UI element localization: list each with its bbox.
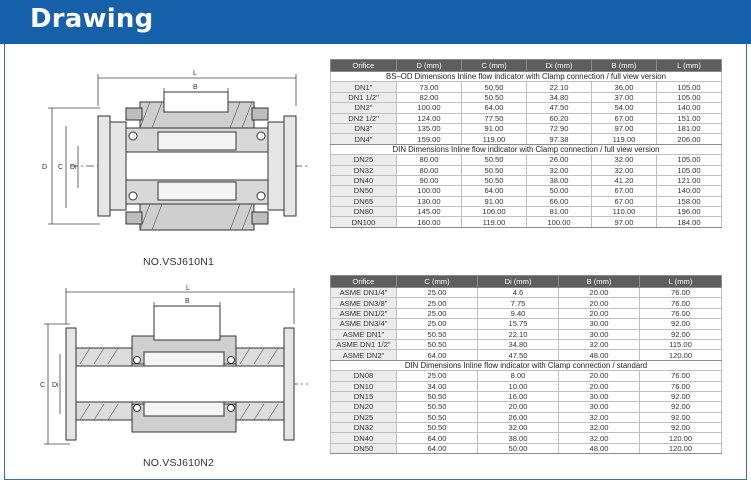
value-cell: 92.00 [640, 412, 722, 422]
value-cell: 91.00 [462, 196, 527, 206]
table-row [331, 412, 722, 422]
value-cell: 145.00 [397, 207, 462, 217]
value-cell: 64.00 [462, 103, 527, 113]
value-cell: 50.50 [397, 391, 478, 401]
table-row [331, 165, 722, 175]
column-header: B (mm) [592, 60, 657, 72]
orifice-cell: DN3" [331, 123, 397, 133]
model-number-label: NO.VSJ610N1 [143, 256, 215, 268]
value-cell: 159.00 [397, 134, 462, 144]
value-cell: 119.00 [462, 217, 527, 227]
value-cell: 90.00 [397, 175, 462, 185]
value-cell: 76.00 [640, 381, 722, 391]
value-cell: 81.00 [527, 207, 592, 217]
table-row [331, 134, 722, 144]
orifice-cell: DN50 [331, 443, 397, 453]
flow-indicator-drawing-standard [40, 284, 310, 454]
table-row [331, 443, 722, 453]
column-header: L (mm) [640, 276, 722, 288]
orifice-cell: DN65 [331, 196, 397, 206]
value-cell: 25.00 [397, 298, 478, 308]
value-cell: 30.00 [559, 329, 640, 339]
value-cell: 8.00 [478, 371, 559, 381]
orifice-cell: DN40 [331, 433, 397, 443]
value-cell: 20.00 [559, 298, 640, 308]
value-cell: 158.00 [657, 196, 722, 206]
value-cell: 92.00 [640, 391, 722, 401]
value-cell: 106.00 [462, 207, 527, 217]
table-row [331, 113, 722, 123]
value-cell: 36.00 [592, 82, 657, 92]
value-cell: 37.00 [592, 92, 657, 102]
value-cell: 16.00 [478, 391, 559, 401]
value-cell: 4.6 [478, 288, 559, 298]
section-title: DIN Dimensions Inline flow indicator with Clamp connection / standard [331, 360, 722, 370]
value-cell: 47.50 [527, 103, 592, 113]
value-cell: 32.00 [559, 433, 640, 443]
orifice-cell: DN1" [331, 82, 397, 92]
value-cell: 110.00 [592, 207, 657, 217]
dim-label-c: C [40, 382, 46, 389]
value-cell: 48.00 [559, 350, 640, 360]
value-cell: 64.00 [397, 350, 478, 360]
value-cell: 91.00 [462, 123, 527, 133]
table-row [331, 155, 722, 165]
column-header: Orifice [331, 60, 397, 72]
table-row [331, 82, 722, 92]
table-row [331, 92, 722, 102]
orifice-cell: DN08 [331, 371, 397, 381]
value-cell: 7.75 [478, 298, 559, 308]
value-cell: 50.50 [397, 402, 478, 412]
value-cell: 41.20 [592, 175, 657, 185]
value-cell: 38.00 [527, 175, 592, 185]
value-cell: 140.00 [657, 186, 722, 196]
value-cell: 92.00 [640, 402, 722, 412]
value-cell: 140.00 [657, 103, 722, 113]
value-cell: 50.50 [397, 412, 478, 422]
value-cell: 92.00 [640, 423, 722, 433]
value-cell: 66.00 [527, 196, 592, 206]
column-header: Orifice [331, 276, 397, 288]
value-cell: 97.38 [527, 134, 592, 144]
dimensions-table-standard [330, 275, 722, 454]
orifice-cell: ASME DN1 1/2" [331, 339, 397, 349]
value-cell: 32.00 [559, 423, 640, 433]
table-row [331, 371, 722, 381]
value-cell: 20.00 [559, 308, 640, 318]
value-cell: 151.00 [657, 113, 722, 123]
section-title-row [331, 72, 722, 82]
value-cell: 22.10 [478, 329, 559, 339]
value-cell: 25.00 [397, 371, 478, 381]
value-cell: 97.00 [592, 217, 657, 227]
orifice-cell: ASME DN3/4" [331, 319, 397, 329]
table-row [331, 123, 722, 133]
value-cell: 30.00 [559, 319, 640, 329]
value-cell: 60.20 [527, 113, 592, 123]
value-cell: 20.00 [559, 381, 640, 391]
value-cell: 67.00 [592, 113, 657, 123]
value-cell: 10.00 [478, 381, 559, 391]
orifice-cell: DN20 [331, 402, 397, 412]
table-row [331, 402, 722, 412]
orifice-cell: DN25 [331, 412, 397, 422]
orifice-cell: DN80 [331, 207, 397, 217]
orifice-cell: ASME DN1" [331, 329, 397, 339]
orifice-cell: DN4" [331, 134, 397, 144]
orifice-cell: ASME DN3/8" [331, 298, 397, 308]
value-cell: 50.50 [462, 155, 527, 165]
value-cell: 115.00 [640, 339, 722, 349]
value-cell: 32.00 [478, 423, 559, 433]
value-cell: 50.50 [462, 175, 527, 185]
orifice-cell: ASME DN2" [331, 350, 397, 360]
orifice-cell: ASME DN1/2" [331, 308, 397, 318]
table-header-row [331, 276, 722, 288]
orifice-cell: ASME DN1/4" [331, 288, 397, 298]
value-cell: 32.00 [559, 339, 640, 349]
value-cell: 120.00 [640, 443, 722, 453]
column-header: Di (mm) [478, 276, 559, 288]
value-cell: 119.00 [462, 134, 527, 144]
value-cell: 25.00 [397, 288, 478, 298]
value-cell: 97.00 [592, 123, 657, 133]
value-cell: 20.00 [559, 371, 640, 381]
value-cell: 130.00 [397, 196, 462, 206]
value-cell: 100.00 [397, 103, 462, 113]
value-cell: 50.50 [397, 329, 478, 339]
orifice-cell: DN10 [331, 381, 397, 391]
value-cell: 72.90 [527, 123, 592, 133]
value-cell: 15.75 [478, 319, 559, 329]
value-cell: 50.50 [397, 423, 478, 433]
orifice-cell: DN40 [331, 175, 397, 185]
value-cell: 32.00 [527, 165, 592, 175]
value-cell: 64.00 [397, 443, 478, 453]
value-cell: 92.00 [640, 319, 722, 329]
value-cell: 82.00 [397, 92, 462, 102]
section-title: DIN Dimensions Inline flow indicator with Clamp connection / full view version [331, 144, 722, 154]
value-cell: 119.00 [592, 134, 657, 144]
orifice-cell: DN15 [331, 391, 397, 401]
column-header: L (mm) [657, 60, 722, 72]
table-row [331, 196, 722, 206]
value-cell: 100.00 [527, 217, 592, 227]
value-cell: 34.80 [527, 92, 592, 102]
value-cell: 20.00 [559, 288, 640, 298]
value-cell: 120.00 [640, 350, 722, 360]
value-cell: 120.00 [640, 433, 722, 443]
table-row [331, 391, 722, 401]
value-cell: 76.00 [640, 298, 722, 308]
dim-label-b: B [193, 84, 198, 91]
section-title: BS–OD Dimensions Inline flow indicator with Clamp connection / full view version [331, 72, 722, 82]
value-cell: 181.00 [657, 123, 722, 133]
column-header: B (mm) [559, 276, 640, 288]
header-bar [0, 0, 751, 44]
dim-label-l: L [193, 70, 197, 77]
value-cell: 9.40 [478, 308, 559, 318]
value-cell: 32.00 [559, 412, 640, 422]
orifice-cell: DN2" [331, 103, 397, 113]
value-cell: 77.50 [462, 113, 527, 123]
value-cell: 50.50 [462, 92, 527, 102]
value-cell: 50.00 [478, 443, 559, 453]
table-row [331, 207, 722, 217]
orifice-cell: DN50 [331, 186, 397, 196]
value-cell: 100.00 [397, 186, 462, 196]
value-cell: 25.00 [397, 308, 478, 318]
value-cell: 64.00 [462, 186, 527, 196]
value-cell: 135.00 [397, 123, 462, 133]
value-cell: 38.00 [478, 433, 559, 443]
table-row [331, 433, 722, 443]
table-row [331, 103, 722, 113]
value-cell: 32.00 [592, 155, 657, 165]
orifice-cell: DN100 [331, 217, 397, 227]
dim-label-di: Di [52, 382, 59, 389]
value-cell: 30.00 [559, 402, 640, 412]
value-cell: 67.00 [592, 186, 657, 196]
column-header: D (mm) [397, 60, 462, 72]
table-header-row [331, 60, 722, 72]
value-cell: 76.00 [640, 308, 722, 318]
flow-indicator-drawing-full-view [40, 66, 310, 262]
orifice-cell: DN25 [331, 155, 397, 165]
table-row [331, 175, 722, 185]
value-cell: 121.00 [657, 175, 722, 185]
value-cell: 30.00 [559, 391, 640, 401]
value-cell: 160.00 [397, 217, 462, 227]
value-cell: 73.00 [397, 82, 462, 92]
dim-label-b: B [185, 298, 190, 305]
value-cell: 50.00 [527, 186, 592, 196]
page-title: Drawing [30, 4, 154, 34]
value-cell: 26.00 [478, 412, 559, 422]
value-cell: 80.00 [397, 155, 462, 165]
value-cell: 64.00 [397, 433, 478, 443]
dim-label-di: Di [70, 164, 77, 171]
value-cell: 34.00 [397, 381, 478, 391]
value-cell: 32.00 [592, 165, 657, 175]
value-cell: 124.00 [397, 113, 462, 123]
table-row [331, 339, 722, 349]
table-row [331, 217, 722, 227]
value-cell: 26.00 [527, 155, 592, 165]
value-cell: 105.00 [657, 165, 722, 175]
orifice-cell: DN32 [331, 423, 397, 433]
value-cell: 34.80 [478, 339, 559, 349]
value-cell: 80.00 [397, 165, 462, 175]
value-cell: 48.00 [559, 443, 640, 453]
table-row [331, 298, 722, 308]
value-cell: 25.00 [397, 319, 478, 329]
value-cell: 92.00 [640, 329, 722, 339]
orifice-cell: DN2 1/2" [331, 113, 397, 123]
value-cell: 206.00 [657, 134, 722, 144]
value-cell: 67.00 [592, 196, 657, 206]
value-cell: 54.00 [592, 103, 657, 113]
value-cell: 76.00 [640, 371, 722, 381]
value-cell: 105.00 [657, 155, 722, 165]
column-header: C (mm) [397, 276, 478, 288]
value-cell: 105.00 [657, 92, 722, 102]
table-row [331, 423, 722, 433]
model-number-label: NO.VSJ610N2 [143, 457, 215, 469]
table-row [331, 319, 722, 329]
table-row [331, 186, 722, 196]
value-cell: 50.50 [462, 82, 527, 92]
section-title-row [331, 360, 722, 370]
table-row [331, 308, 722, 318]
orifice-cell: DN32 [331, 165, 397, 175]
dim-label-l: L [186, 285, 190, 292]
dim-label-d: D [42, 164, 48, 171]
dim-label-c: C [58, 164, 64, 171]
value-cell: 50.50 [397, 339, 478, 349]
value-cell: 105.00 [657, 82, 722, 92]
column-header: C (mm) [462, 60, 527, 72]
value-cell: 20.00 [478, 402, 559, 412]
orifice-cell: DN1 1/2" [331, 92, 397, 102]
value-cell: 76.00 [640, 288, 722, 298]
table-row [331, 381, 722, 391]
table-row [331, 288, 722, 298]
value-cell: 184.00 [657, 217, 722, 227]
dimensions-table-full-view [330, 59, 722, 228]
value-cell: 50.50 [462, 165, 527, 175]
table-row [331, 329, 722, 339]
table-row [331, 350, 722, 360]
column-header: Di (mm) [527, 60, 592, 72]
value-cell: 22.10 [527, 82, 592, 92]
value-cell: 196.00 [657, 207, 722, 217]
value-cell: 47.50 [478, 350, 559, 360]
section-title-row [331, 144, 722, 154]
